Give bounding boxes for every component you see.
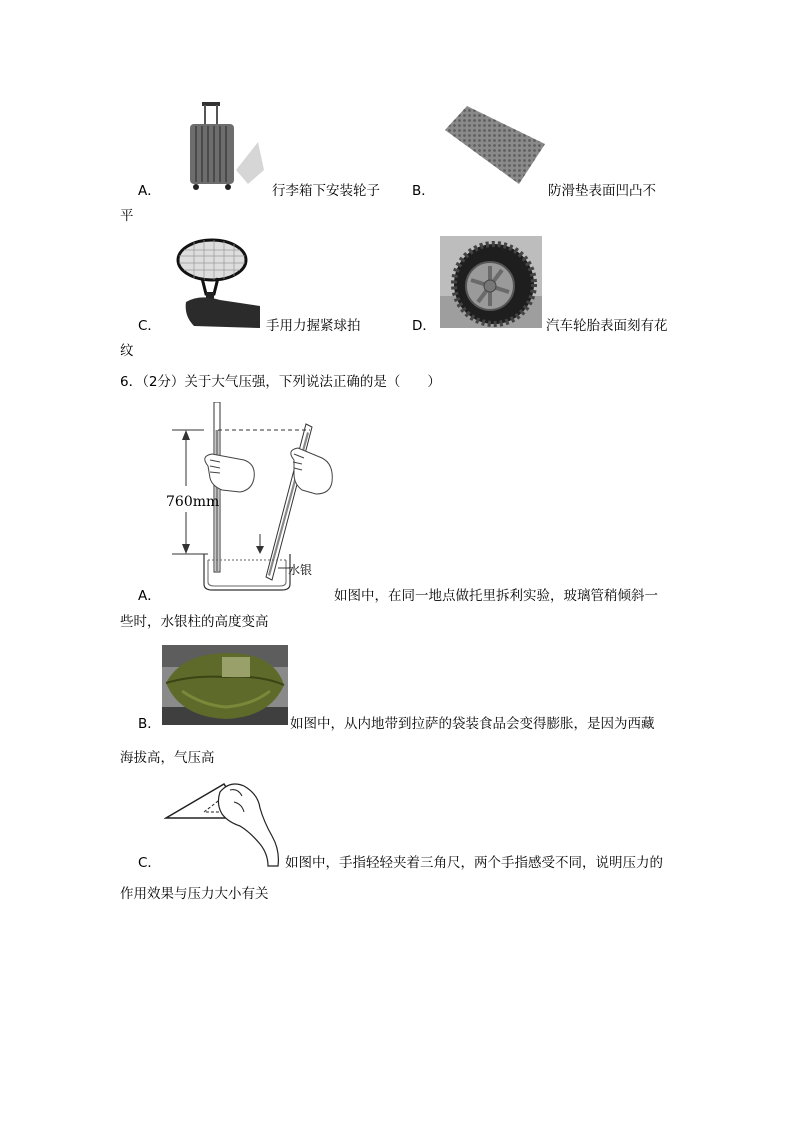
q6-option-c-wrap: 作用效果与压力大小有关 xyxy=(120,886,269,902)
option-d-letter: D． xyxy=(412,318,436,334)
option-c-letter: C． xyxy=(138,318,161,334)
inflated-food-bag-image xyxy=(162,645,288,725)
triangle-ruler-fingers-image xyxy=(164,780,286,868)
torricelli-experiment-diagram xyxy=(160,402,340,598)
question-6-stem: 6．（2分）关于大气压强，下列说法正确的是（ ） xyxy=(120,374,441,390)
mercury-label: 水银 xyxy=(288,563,313,577)
option-b-wrap: 平 xyxy=(120,208,134,224)
q6-option-b-wrap: 海拔高，气压高 xyxy=(120,750,215,766)
option-a-text: 行李箱下安装轮子 xyxy=(272,183,380,199)
option-c-text: 手用力握紧球拍 xyxy=(266,318,361,334)
option-b-letter: B． xyxy=(412,183,435,199)
option-d-wrap: 纹 xyxy=(120,343,134,359)
suitcase-image xyxy=(186,100,266,192)
anti-slip-mat-image xyxy=(437,98,547,188)
option-b-text: 防滑垫表面凹凸不 xyxy=(548,183,656,199)
racket-grip-image xyxy=(164,236,264,332)
q6-option-b-text: 如图中，从内地带到拉萨的袋装食品会变得膨胀，是因为西藏 xyxy=(290,716,655,732)
option-d-text: 汽车轮胎表面刻有花 xyxy=(546,318,668,334)
option-a-letter: A． xyxy=(138,183,161,199)
q6-option-c-letter: C． xyxy=(138,855,161,871)
q6-option-c-text: 如图中，手指轻轻夹着三角尺，两个手指感受不同，说明压力的 xyxy=(285,855,663,871)
torricelli-height-label: 760mm xyxy=(166,494,220,510)
q6-option-b-letter: B． xyxy=(138,716,161,732)
tire-image xyxy=(440,236,542,328)
q6-option-a-wrap: 些时，水银柱的高度变高 xyxy=(120,614,269,630)
q6-option-a-letter: A． xyxy=(138,588,161,604)
q6-option-a-text: 如图中，在同一地点做托里拆利实验，玻璃管稍倾斜一 xyxy=(334,588,658,604)
